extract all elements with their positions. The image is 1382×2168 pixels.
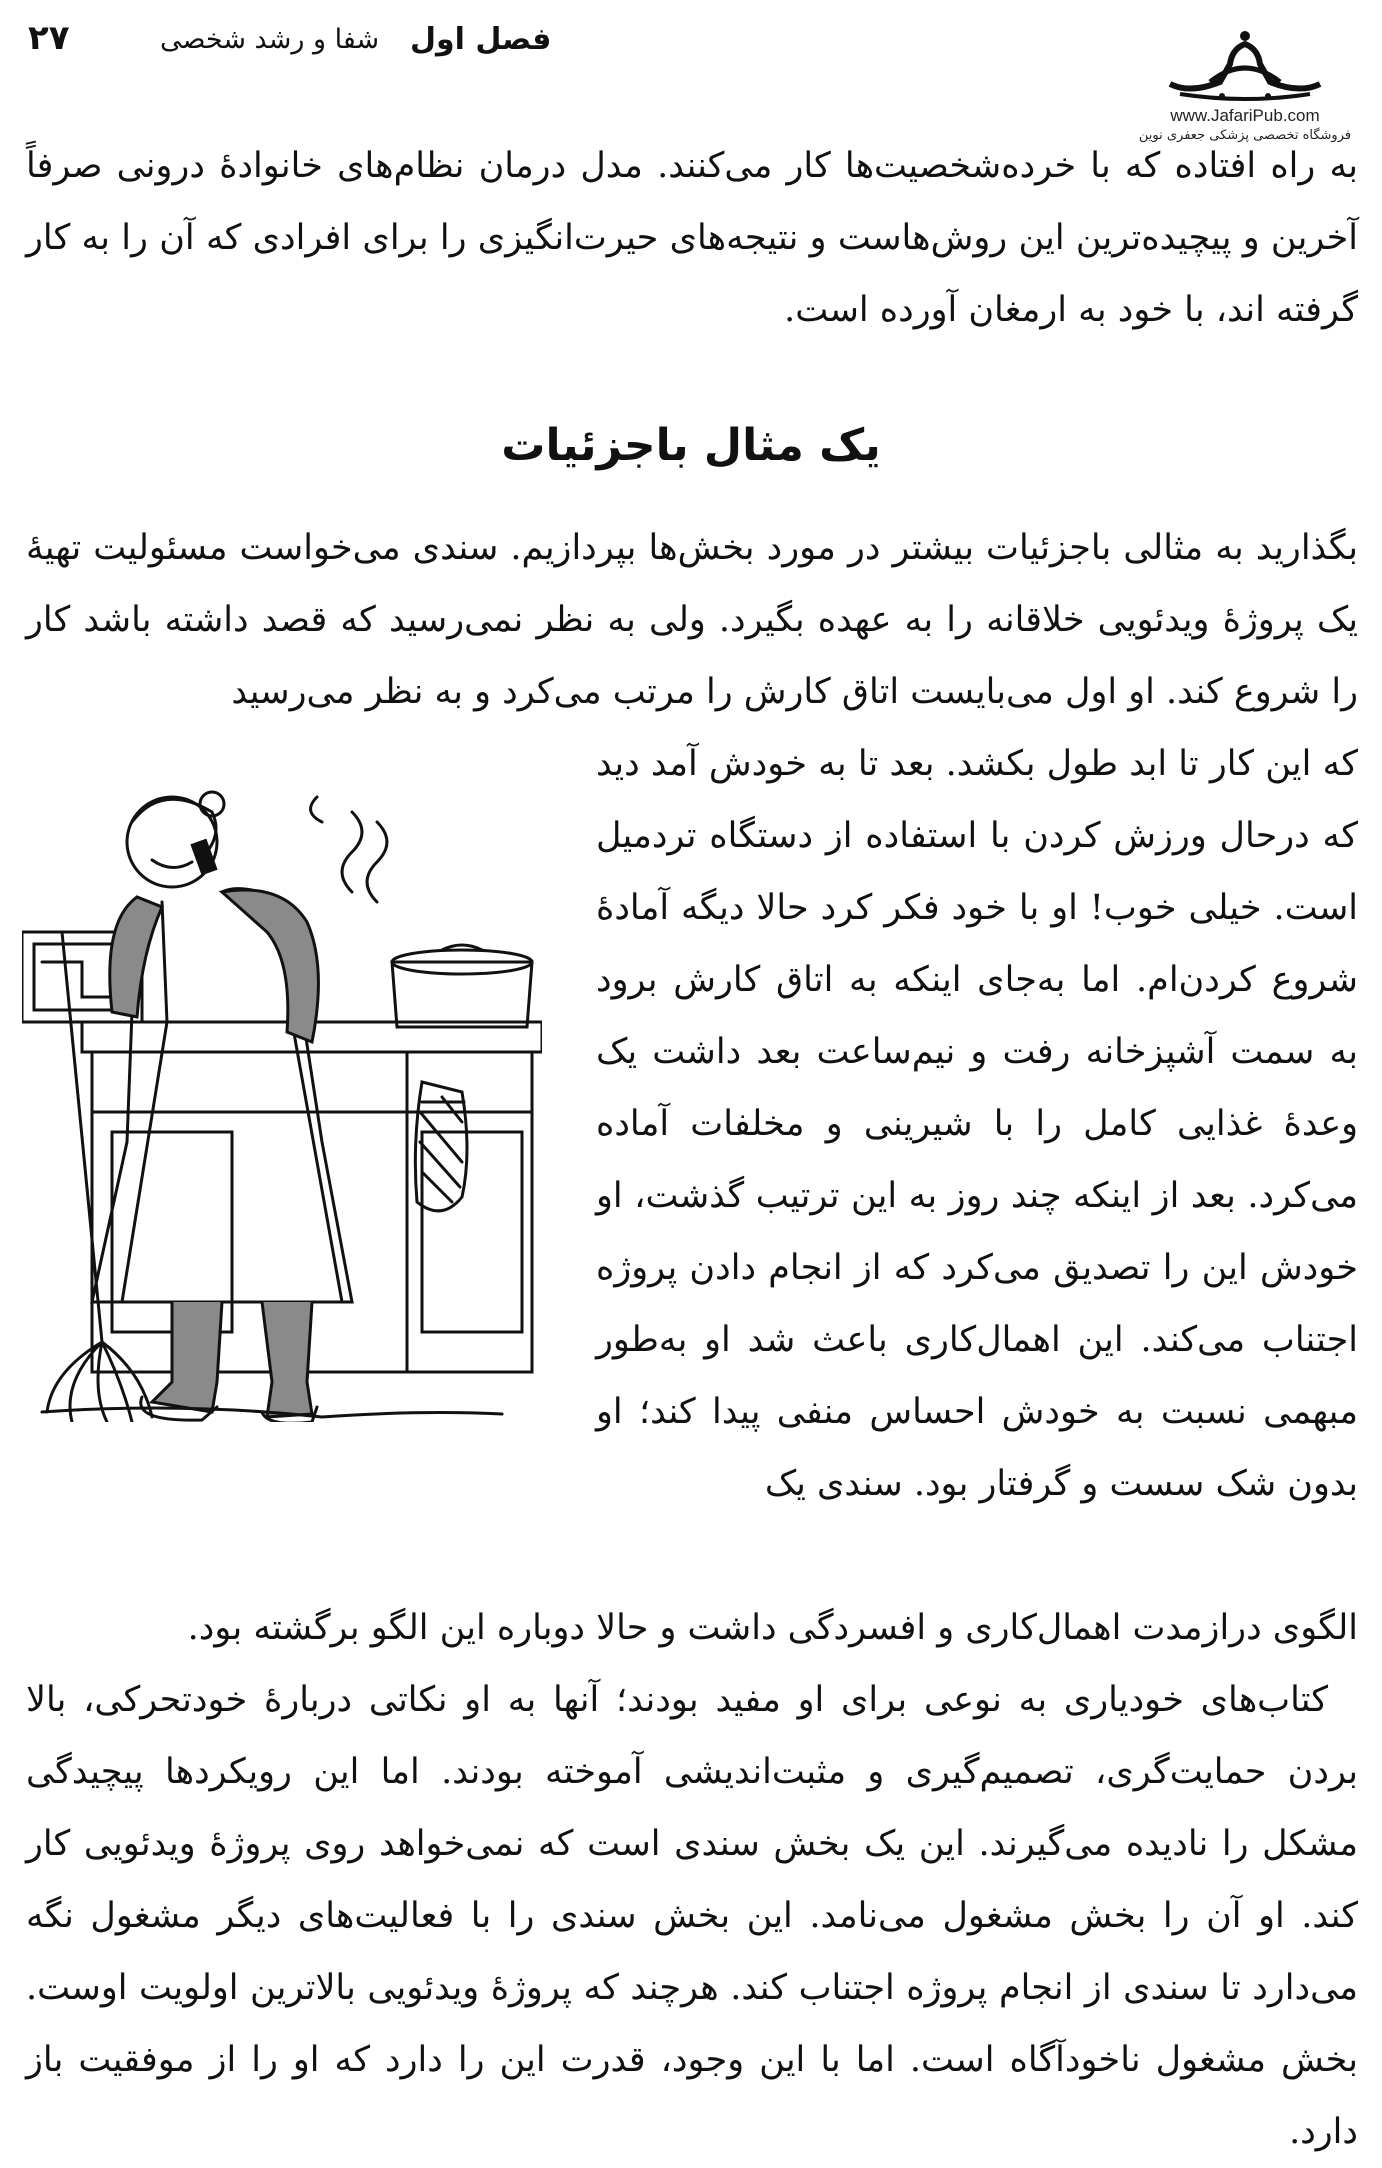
jafari-logo-icon: [1160, 24, 1330, 104]
paragraph-tail: الگوی درازمدت اهمال‌کاری و افسردگی داشت و حالا دوباره این الگو برگشته بود.: [187, 1608, 1358, 1648]
section-heading: یک مثال باجزئیات: [501, 420, 881, 471]
chapter-title: فصل اول: [410, 22, 552, 57]
logo-subtitle: فروشگاه تخصصی پزشکی جعفری نوین: [1138, 128, 1352, 143]
logo-url: www.JafariPub.com: [1170, 106, 1320, 125]
paragraph-top: بگذارید به مثالی باجزئیات بیشتر در مورد بخش‌ها بپردازیم. سندی می‌خواست مسئولیت تهیهٔ یک پروژهٔ ویدئویی خلاقانه را به عهده بگیرد. ولی به نظر نمی‌رسید که قصد داشته باشد کار را شروع کند. او اول می‌بایست اتاق کارش را مرتب می‌کرد و به نظر می‌رسید: [26, 528, 1358, 712]
paragraph-last: کتاب‌های خودیاری به نوعی برای او مفید بودند؛ آنها به او نکاتی دربارهٔ خودتحرکی، بالا بردن حمایت‌گری، تصمیم‌گیری و مثبت‌اندیشی آموخته بودند. اما این رویکردها پیچیدگی مشکل را نادیده می‌گیرند. این یک بخش سندی است که نمی‌خواهد روی پروژهٔ ویدئویی کار کند. او آن را بخش مشغول می‌نامد. این بخش سندی را با فعالیت‌های دیگر مشغول نگه می‌دارد تا سندی از انجام پروژه اجتناب کند. هرچند که پروژهٔ ویدئویی بالاترین اولویت اوست. بخش مشغول ناخودآگاه است. اما با این وجود، قدرت این را دارد که او را از موفقیت باز دارد.: [26, 1680, 1358, 2152]
book-title: شفا و رشد شخصی: [160, 24, 380, 55]
paragraph-narrow: که این کار تا ابد طول بکشد. بعد تا به خودش آمد دید که درحال ورزش کردن با استفاده از دستگاه تردمیل است. خیلی خوب! او با خود فکر کرد حالا دیگه آمادهٔ شروع کردن‌ام. اما به‌جای اینکه به اتاق کارش برود به سمت آشپزخانه رفت و نیم‌ساعت بعد داشت یک وعدهٔ غذایی کامل را با شیرینی و مخلفات آماده می‌کرد. بعد از اینکه چند روز به این ترتیب گذشت، او خودش این را تصدیق می‌کرد که از انجام دادن پروژه اجتناب می‌کند. این اهمال‌کاری باعث شد او به‌طور مبهمی نسبت به خودش احساس منفی پیدا کند؛ او بدون شک سست و گرفتار بود. سندی یک: [596, 744, 1358, 1504]
intro-paragraph: به راه افتاده که با خرده‌شخصیت‌ها کار می‌کنند. مدل درمان نظام‌های خانوادهٔ درونی صرفاً آخرین و پیچیده‌ترین این روش‌هاست و نتیجه‌های حیرت‌انگیزی را برای افرادی که آن را به کار گرفته اند، با خود به ارمغان آورده است.: [26, 146, 1358, 330]
steam-icon: [342, 812, 362, 892]
page-number: ۲۷: [28, 18, 70, 58]
woman-cleaning-illustration: [22, 782, 542, 1422]
illustration-svg: [22, 782, 542, 1422]
